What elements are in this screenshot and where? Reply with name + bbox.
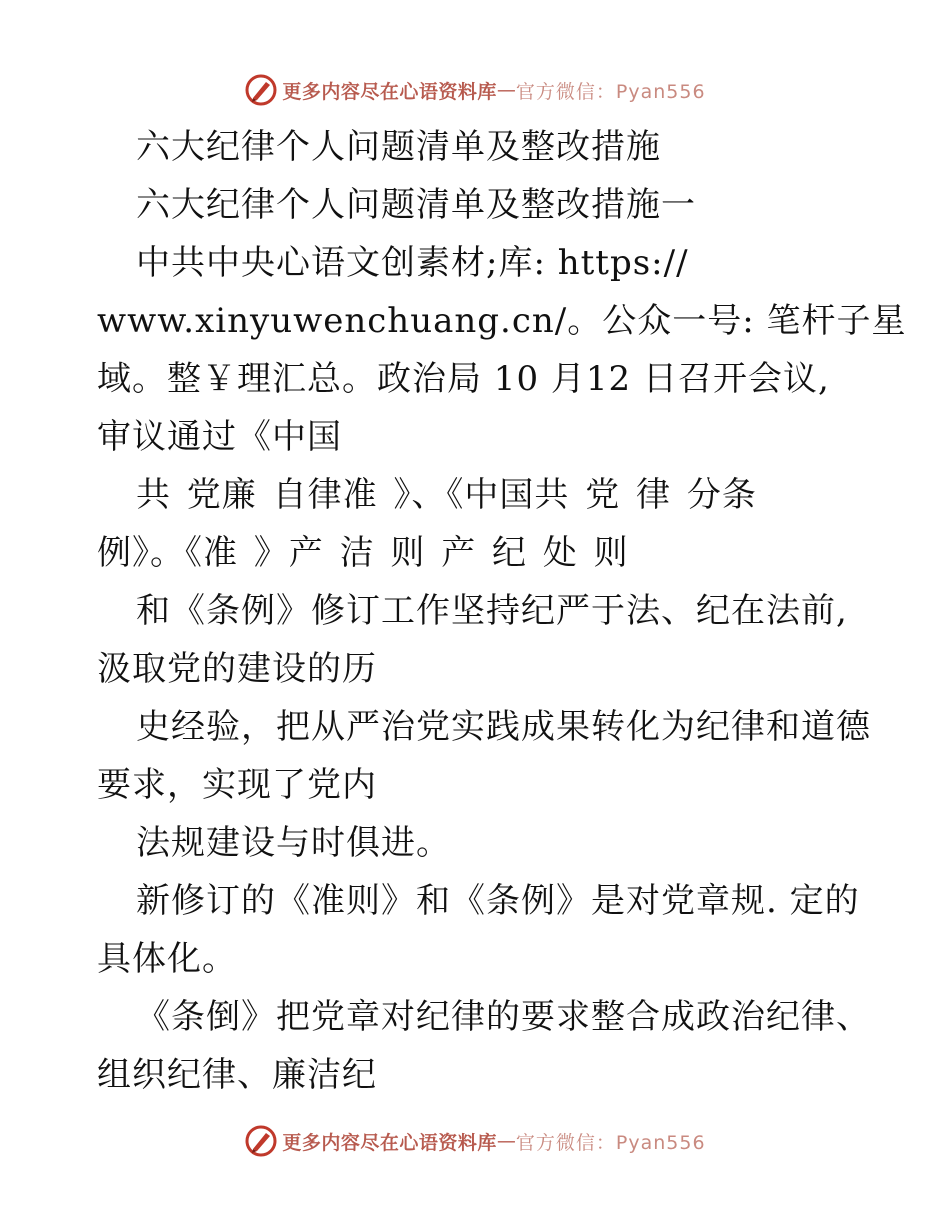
banner-main-text: 更多内容尽在心语资料库: [282, 80, 497, 103]
paragraph-line: 审议通过《中国: [97, 417, 342, 457]
paragraph-line: 例》。《准 》产 洁 则 产 纪 处 则: [97, 533, 629, 573]
paragraph-line: 《条倒》把党章对纪律的要求整合成政治纪律、: [136, 997, 871, 1037]
paragraph-line: 和《条例》修订工作坚持纪严于法、纪在法前,: [136, 591, 848, 631]
paragraph-line: 具体化。: [97, 939, 237, 979]
banner-wechat-text: 官方微信：Pyan556: [515, 80, 706, 103]
paragraph-line: 组织纪律、廉洁纪: [97, 1055, 377, 1095]
paragraph-line: 中共中央心语文创素材;库: https://: [136, 243, 689, 283]
paragraph-line: 汲取党的建设的历: [97, 649, 377, 689]
brush-pen-logo-icon: [244, 73, 278, 107]
paragraph-line: 域。整￥理汇总。政治局 10 月12 日召开会议,: [97, 359, 830, 399]
header-banner: [0, 70, 950, 110]
brush-pen-logo-icon: [244, 1124, 278, 1158]
paragraph-line: 新修订的《准则》和《条例》是对党章规. 定的: [136, 881, 860, 921]
banner-separator: —: [496, 79, 516, 101]
paragraph-line: 法规建设与时俱进。: [136, 823, 451, 863]
paragraph-line: 要求，实现了党内: [97, 765, 377, 805]
banner-separator: —: [496, 1130, 516, 1152]
document-body: [97, 118, 907, 1104]
paragraph-line: www.xinyuwenchuang.cn/。公众一号: 笔杆子星: [97, 301, 907, 341]
footer-banner: [0, 1121, 950, 1161]
banner-main-text: 更多内容尽在心语资料库: [282, 1131, 497, 1154]
paragraph-line: 史经验，把从严治党实践成果转化为纪律和道德: [136, 707, 871, 747]
paragraph-line: 共 党廉 自律准 》、《中国共 党 律 分条: [136, 475, 757, 515]
document-title: 六大纪律个人问题清单及整改措施: [136, 127, 661, 167]
document-subtitle: 六大纪律个人问题清单及整改措施一: [136, 185, 696, 225]
banner-wechat-text: 官方微信：Pyan556: [515, 1131, 706, 1154]
